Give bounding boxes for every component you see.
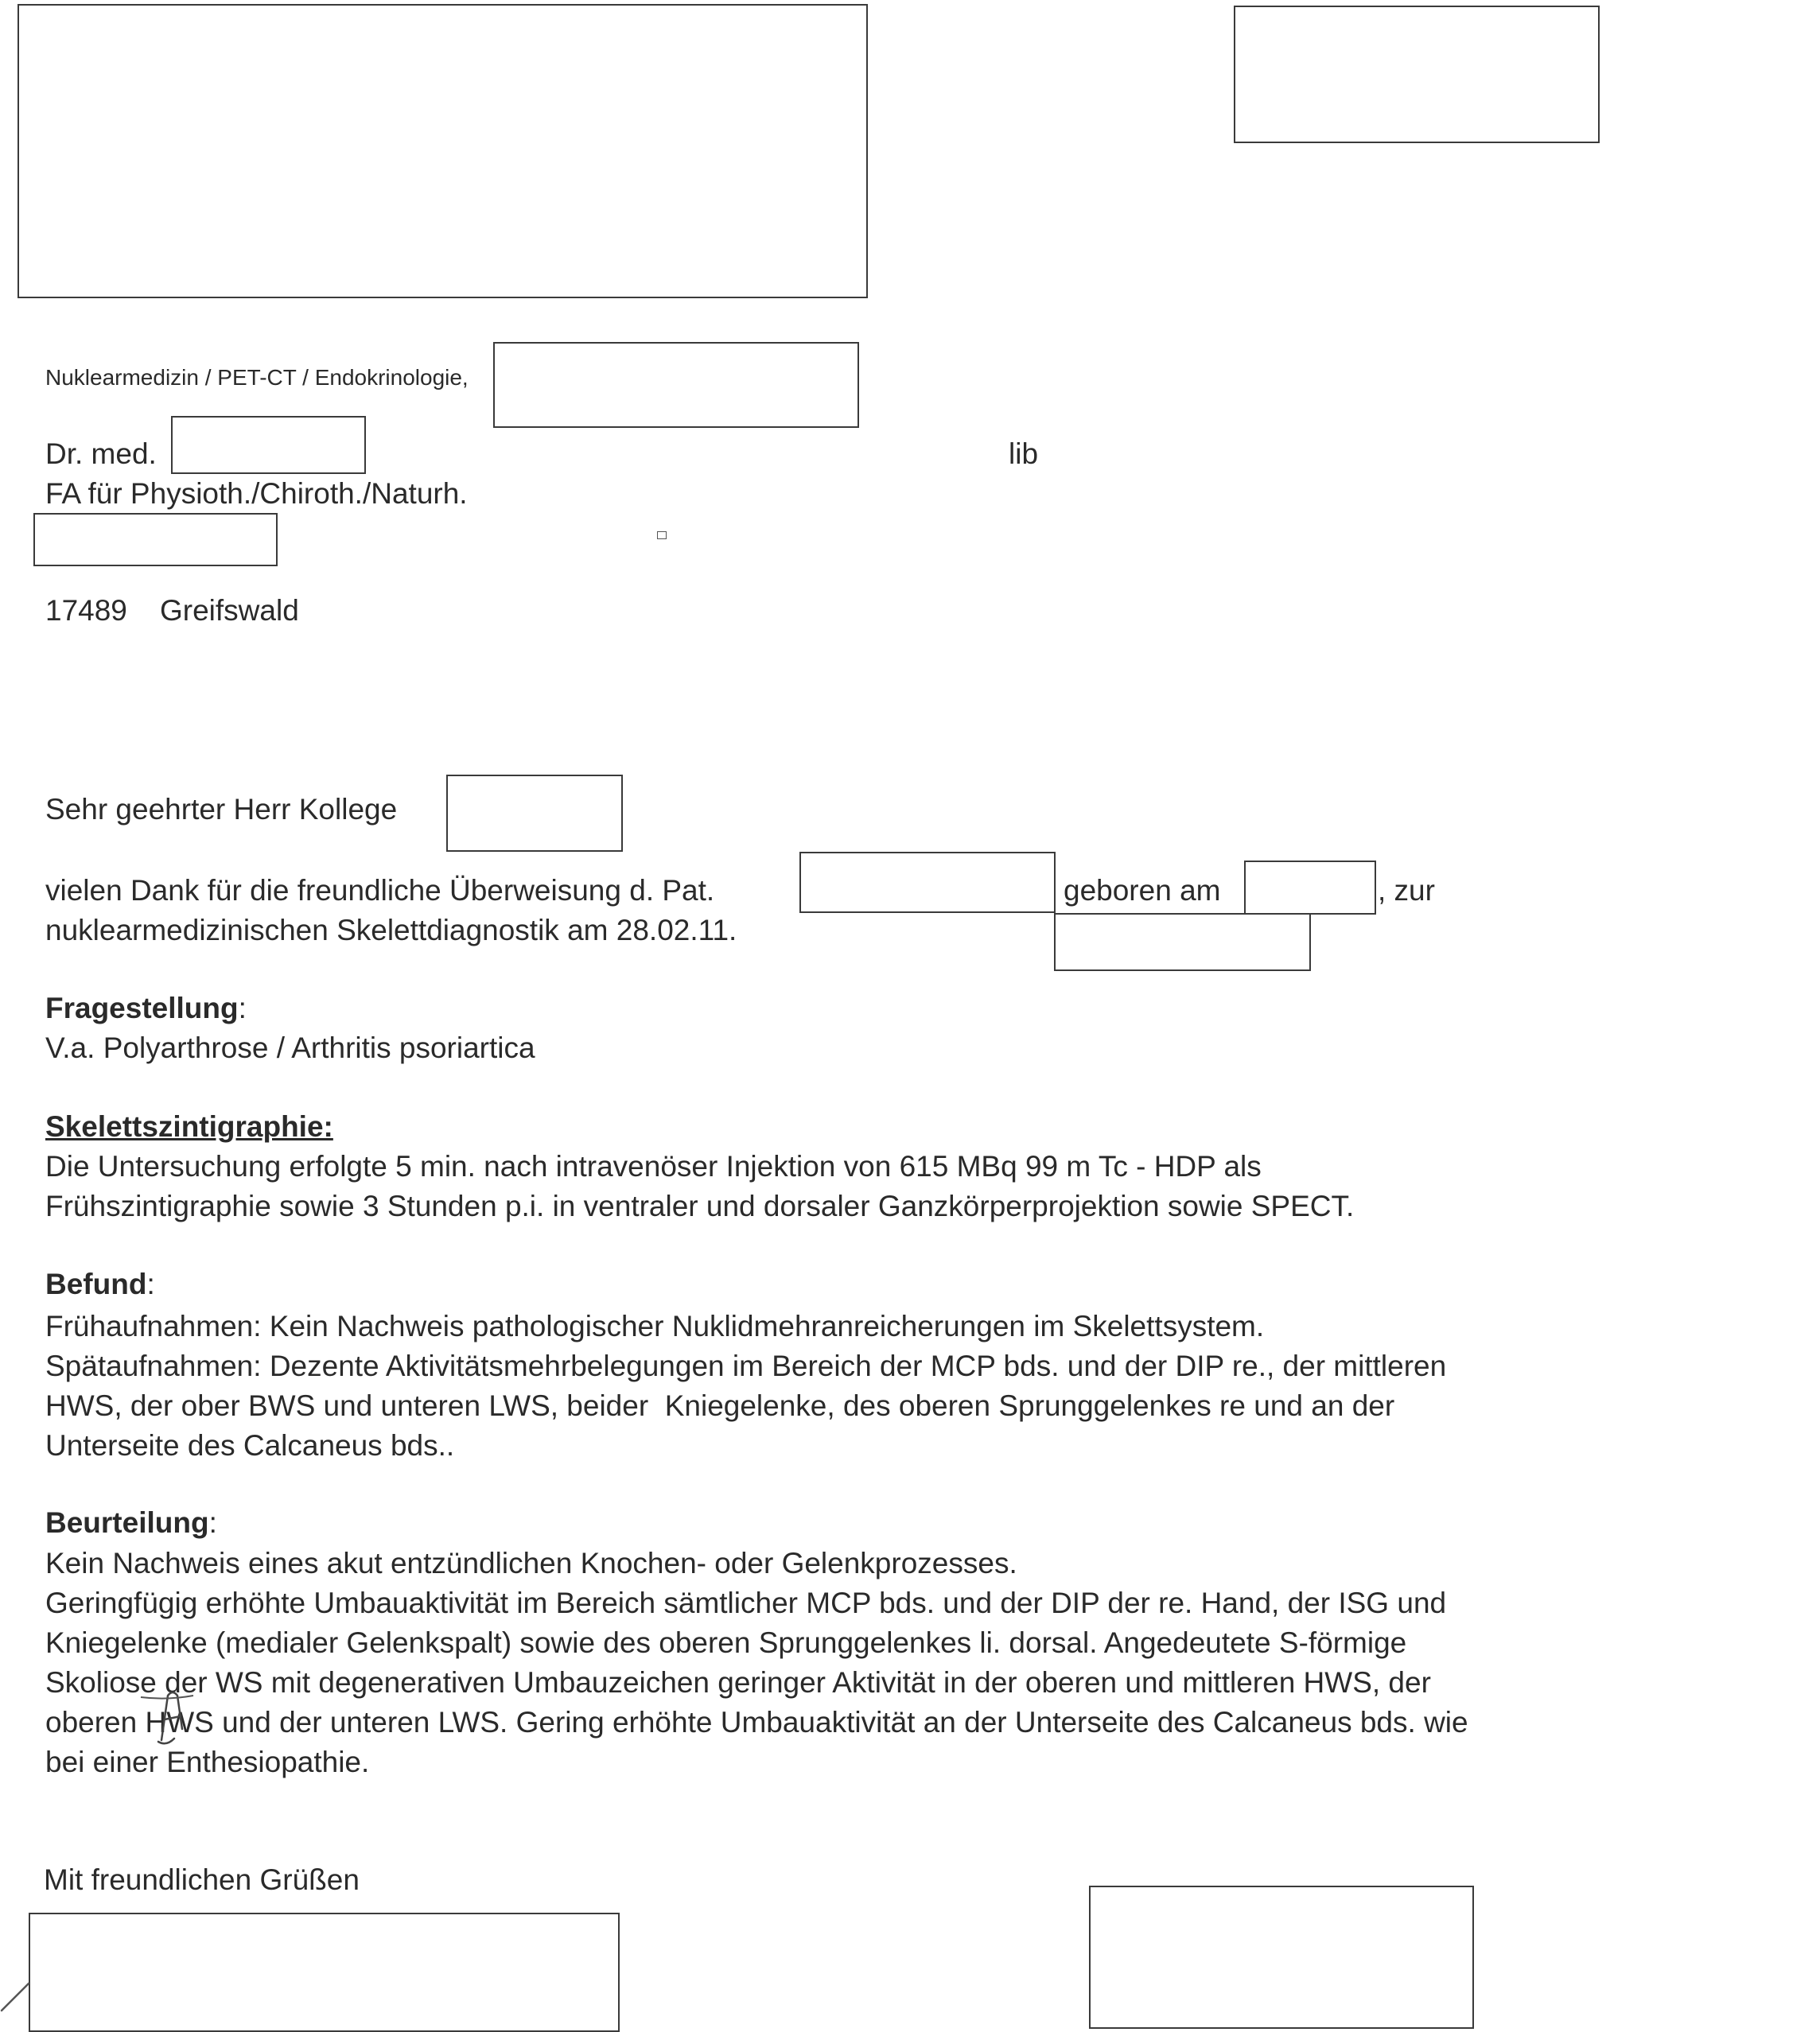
befund-line-1: Frühaufnahmen: Kein Nachweis pathologischer Nuklidmehranreicherungen im Skelettsystem. (45, 1310, 1265, 1342)
beurteilung-line-2: Geringfügig erhöhte Umbauaktivität im Bereich sämtlicher MCP bds. und der DIP der re. Hand, der ISG und (45, 1587, 1447, 1619)
beurteilung-heading-line (45, 1503, 217, 1543)
redacted-signature-right (1089, 1886, 1474, 2029)
beurteilung-line-3: Kniegelenke (medialer Gelenkspalt) sowie des oberen Sprunggelenkes li. dorsal. Angedeutete S-förmige (45, 1626, 1407, 1659)
skelett-heading: Skelettszintigraphie: (45, 1110, 333, 1143)
fragestellung-text: V.a. Polyarthrose / Arthritis psoriartica (45, 1032, 535, 1064)
beurteilung-line-5: oberen HWS und der unteren LWS. Gering erhöhte Umbauaktivität an der Unterseite des Calcaneus bds. wie (45, 1706, 1468, 1739)
intro-line-2: nuklearmedizinischen Skelettdiagnostik am 28.02.11. (45, 914, 737, 946)
beurteilung-line-1: Kein Nachweis eines akut entzündlichen Knochen- oder Gelenkprozesses. (45, 1547, 1017, 1579)
befund-line-3: HWS, der ober BWS und unteren LWS, beider Kniegelenke, des oberen Sprunggelenkes re und an der (45, 1389, 1395, 1422)
intro-zur: , zur (1378, 874, 1435, 907)
redacted-recipient-name (171, 416, 366, 474)
recipient-specialty: FA für Physioth./Chiroth./Naturh. (45, 477, 468, 510)
beurteilung-line-4: Skoliose der WS mit degenerativen Umbauzeichen geringer Aktivität in der oberen und mittleren HWS, der (45, 1666, 1431, 1699)
closing: Mit freundlichen Grüßen (44, 1863, 360, 1896)
skelett-line-1: Die Untersuchung erfolgte 5 min. nach intravenöser Injektion von 615 MBq 99 m Tc - HDP als (45, 1150, 1262, 1183)
befund-heading: Befund (45, 1268, 147, 1300)
beurteilung-colon: : (208, 1506, 217, 1539)
befund-line-4: Unterseite des Calcaneus bds.. (45, 1429, 455, 1462)
underline-mark-skoliose (139, 1692, 195, 1702)
department-line: Nuklearmedizin / PET-CT / Endokrinologie, (45, 365, 469, 390)
fragestellung-colon: : (238, 992, 247, 1024)
pen-stroke-bottom-left (0, 1980, 32, 2012)
befund-colon: : (146, 1268, 155, 1300)
redacted-birth-date (1244, 861, 1376, 915)
recipient-postcode-city: 17489 Greifswald (45, 594, 299, 627)
redacted-salutation-name (446, 775, 623, 852)
redacted-signature-left (29, 1913, 620, 2032)
beurteilung-line-6: bei einer Enthesiopathie. (45, 1746, 370, 1778)
skelett-line-2: Frühszintigraphie sowie 3 Stunden p.i. in ventraler und dorsaler Ganzkörperprojektion sowie SPECT. (45, 1190, 1355, 1222)
redacted-department-location (493, 342, 859, 428)
salutation: Sehr geehrter Herr Kollege (45, 793, 398, 826)
befund-heading-line (45, 1265, 155, 1304)
redacted-letterhead (18, 4, 868, 298)
redacted-patient-extra (1054, 913, 1311, 971)
redacted-street (33, 513, 278, 566)
beurteilung-heading: Beurteilung (45, 1506, 209, 1539)
small-square-mark (657, 531, 667, 539)
intro-line-1: vielen Dank für die freundliche Überweisung d. Pat. (45, 874, 715, 907)
redacted-patient-name (799, 852, 1056, 913)
befund-line-2: Spätaufnahmen: Dezente Aktivitätsmehrbelegungen im Bereich der MCP bds. und der DIP re., der mittleren (45, 1350, 1447, 1382)
fragestellung-heading-line (45, 989, 247, 1028)
recipient-title: Dr. med. (45, 437, 157, 470)
intro-born-label: geboren am (1064, 874, 1221, 907)
recipient-suffix: lib (1009, 437, 1039, 470)
redacted-logo (1234, 6, 1600, 143)
fragestellung-heading: Fragestellung (45, 992, 239, 1024)
